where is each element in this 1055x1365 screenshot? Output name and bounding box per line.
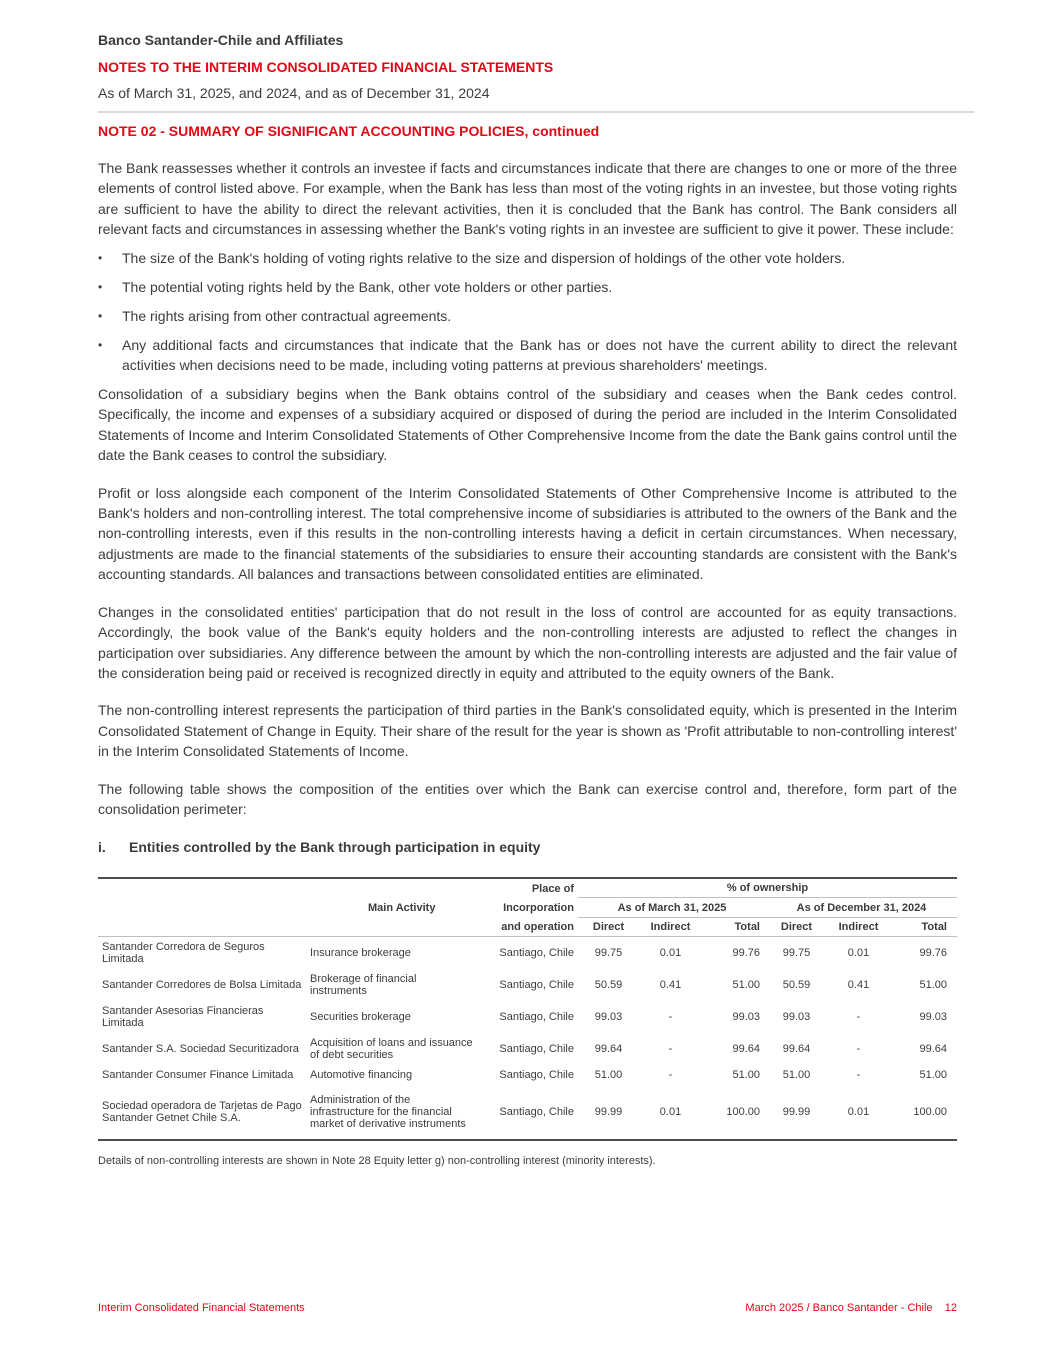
table-row <box>98 937 957 969</box>
direct-2025: 50.59 <box>594 978 623 991</box>
company-name: Banco Santander-Chile and Affiliates <box>98 32 344 48</box>
col-place-line2: Incorporation <box>503 901 574 914</box>
page-header <box>98 30 974 103</box>
entity-activity: Securities brokerage <box>310 1010 411 1023</box>
entity-activity: Automotive financing <box>310 1068 413 1081</box>
paragraph-non-controlling: The non-controlling interest represents the participation of third parties in the Bank's consolidated equity, which is presented in the Interim Consolidated Statement of Change in Equity. Their share of the result for the year is shown as 'Profit attributable to non-controlling interest' in the Interim Consolidated Statements of Income. <box>98 702 957 760</box>
entity-place: Santiago, Chile <box>499 1010 574 1023</box>
paragraph-participation-changes: Changes in the consolidated entities' participation that do not result in the loss of control are accounted for as equity transactions. Accordingly, the book value of the Bank's equity holders and the non-controlling interests are adjusted to reflect the changes in participation over subsidiaries. Any difference between the amount by which the non-controlling interests are adjusted and the fair value of the consideration being paid or received is recognized directly in equity and attributed to the equity owners of the Bank. <box>98 603 957 681</box>
bullet-icon: • <box>98 337 103 352</box>
entity-name: Sociedad operadora de Tarjetas de Pago Santander Getnet Chile S.A. <box>102 1099 302 1124</box>
table-row <box>98 1033 957 1065</box>
entity-place: Santiago, Chile <box>499 1068 574 1081</box>
list-item <box>98 335 957 376</box>
col-indirect-2024: Indirect <box>838 921 879 934</box>
bullet-icon: • <box>98 250 103 265</box>
entities-table <box>98 877 957 1141</box>
total-2024: 99.76 <box>919 947 947 960</box>
list-item-text: Any additional facts and circumstances that indicate that the Bank has or does not have the current ability to direct the relevant activities when decisions need to be made, including voting patterns at previous shareholders' meetings. <box>122 336 957 374</box>
indirect-2025: - <box>668 1042 673 1055</box>
entity-activity: Insurance brokerage <box>310 947 411 960</box>
total-2025: 100.00 <box>726 1105 760 1118</box>
col-place-line3: and operation <box>501 920 574 933</box>
col-main-activity: Main Activity <box>368 901 436 914</box>
entity-place: Santiago, Chile <box>499 947 574 960</box>
total-2024: 51.00 <box>919 1068 947 1081</box>
direct-2024: 99.64 <box>782 1042 811 1055</box>
entity-name: Santander Corredora de Seguros Limitada <box>102 941 265 966</box>
paragraph-consolidation: Consolidation of a subsidiary begins when the Bank obtains control of the subsidiary and ceases when the Bank cedes control. Specifically, the income and expenses of a subsidiary acquired or disposed of during the period are included in the Interim Consolidated Statements of Income and Interim Consolidated Statements of Other Comprehensive Income from the date the Bank gains control until the date the Bank ceases to control the subsidiary. <box>98 386 957 464</box>
note-heading: NOTE 02 - SUMMARY OF SIGNIFICANT ACCOUNTING POLICIES, continued <box>98 123 600 139</box>
direct-2025: 51.00 <box>594 1068 623 1081</box>
indirect-2025: - <box>668 1068 673 1081</box>
paragraph-table-intro: The following table shows the composition of the entities over which the Bank can exercise control and, therefore, form part of the consolidation perimeter: <box>98 780 957 817</box>
total-2025: 99.03 <box>732 1010 760 1023</box>
col-total-2025: Total <box>734 921 760 934</box>
list-item-text: The size of the Bank's holding of voting rights relative to the size and dispersion of holdings of the other vote holders. <box>122 249 846 266</box>
paragraph-profit-loss: Profit or loss alongside each component of the Interim Consolidated Statements of Other Comprehensive Income is attributed to the Bank's holders and non-controlling interest. The total comprehensive income of subsidiaries is attributed to the owners of the Bank and the non-controlling interests, even if this results in the non-controlling interests having a deficit in certain circumstances. When necessary, adjustments are made to the financial statements of the subsidiaries to ensure their accounting standards are consistent with the Bank's accounting standards. All balances and transactions between consolidated entities are eliminated. <box>98 484 957 583</box>
total-2024: 51.00 <box>919 978 947 991</box>
direct-2024: 99.99 <box>782 1105 811 1118</box>
entity-name: Santander Consumer Finance Limitada <box>102 1068 294 1081</box>
direct-2024: 99.75 <box>782 947 811 960</box>
indirect-2025: 0.01 <box>659 947 682 960</box>
indirect-2025: - <box>668 1010 673 1023</box>
page-content <box>98 121 957 1167</box>
list-item-text: The potential voting rights held by the Bank, other vote holders or other parties. <box>122 278 613 295</box>
entity-activity: Brokerage of financial instruments <box>310 972 417 997</box>
indirect-2024: 0.01 <box>847 947 870 960</box>
col-direct-2025: Direct <box>592 921 625 934</box>
indirect-2025: 0.41 <box>659 978 682 991</box>
entity-name: Santander Asesorias Financieras Limitada <box>102 1004 264 1029</box>
entity-place: Santiago, Chile <box>499 1042 574 1055</box>
entity-place: Santiago, Chile <box>499 1105 574 1118</box>
entity-place: Santiago, Chile <box>499 978 574 991</box>
total-2025: 51.00 <box>732 1068 760 1081</box>
bullet-list <box>98 248 957 376</box>
list-item <box>98 277 957 297</box>
bullet-icon: • <box>98 279 103 294</box>
total-2024: 99.03 <box>919 1010 947 1023</box>
footer-document-title: Interim Consolidated Financial Statements <box>98 1302 305 1314</box>
direct-2025: 99.03 <box>594 1010 623 1023</box>
entity-activity: Acquisition of loans and issuance of debt securities <box>310 1036 473 1061</box>
entity-name: Santander Corredores de Bolsa Limitada <box>102 978 302 991</box>
col-ownership: % of ownership <box>578 878 957 898</box>
col-direct-2024: Direct <box>780 921 813 934</box>
table-row <box>98 1085 957 1140</box>
subheading-number: i. <box>98 839 106 856</box>
col-period-2025: As of March 31, 2025 <box>578 898 766 918</box>
entity-name: Santander S.A. Sociedad Securitizadora <box>102 1042 299 1055</box>
header-divider <box>98 111 974 113</box>
subheading-text: Entities controlled by the Bank through participation in equity <box>129 839 541 856</box>
as-of-date: As of March 31, 2025, and 2024, and as of December 31, 2024 <box>98 85 490 101</box>
entity-activity: Administration of the infrastructure for the financial market of derivative instruments <box>310 1093 466 1130</box>
table-row <box>98 1001 957 1033</box>
direct-2025: 99.75 <box>594 947 623 960</box>
indirect-2024: 0.41 <box>847 978 870 991</box>
direct-2024: 50.59 <box>782 978 811 991</box>
notes-title: NOTES TO THE INTERIM CONSOLIDATED FINANCIAL STATEMENTS <box>98 59 554 75</box>
table-row <box>98 969 957 1001</box>
list-item <box>98 306 957 326</box>
total-2025: 99.64 <box>732 1042 760 1055</box>
direct-2025: 99.99 <box>594 1105 623 1118</box>
footer-page-info: March 2025 / Banco Santander - Chile 12 <box>745 1302 957 1314</box>
total-2024: 99.64 <box>919 1042 947 1055</box>
table-footnote: Details of non-controlling interests are shown in Note 28 Equity letter g) non-controlling interest (minority interests). <box>98 1154 656 1167</box>
indirect-2024: - <box>856 1068 861 1081</box>
list-item-text: The rights arising from other contractual agreements. <box>122 307 452 324</box>
indirect-2024: - <box>856 1042 861 1055</box>
paragraph-control-reassessment: The Bank reassesses whether it controls an investee if facts and circumstances indicate that there are changes to one or more of the three elements of control listed above. For example, when the Bank has less than most of the voting rights in an investee, but those voting rights are sufficient to have the ability to direct the relevant activities, then it is concluded that the Bank has control. The Bank considers all relevant facts and circumstances in assessing whether the Bank's voting rights in an investee are sufficient to give it power. These include: <box>98 160 957 238</box>
table-row <box>98 1065 957 1085</box>
col-indirect-2025: Indirect <box>650 921 691 934</box>
section-subheading <box>98 837 957 857</box>
total-2025: 51.00 <box>732 978 760 991</box>
col-place-line1: Place of <box>531 882 574 895</box>
indirect-2025: 0.01 <box>659 1105 682 1118</box>
col-period-2024: As of December 31, 2024 <box>766 898 957 918</box>
direct-2025: 99.64 <box>594 1042 623 1055</box>
direct-2024: 99.03 <box>782 1010 811 1023</box>
total-2024: 100.00 <box>913 1105 947 1118</box>
direct-2024: 51.00 <box>782 1068 811 1081</box>
indirect-2024: - <box>856 1010 861 1023</box>
list-item <box>98 248 957 268</box>
total-2025: 99.76 <box>732 947 760 960</box>
bullet-icon: • <box>98 308 103 323</box>
col-total-2024: Total <box>921 921 947 934</box>
indirect-2024: 0.01 <box>847 1105 870 1118</box>
